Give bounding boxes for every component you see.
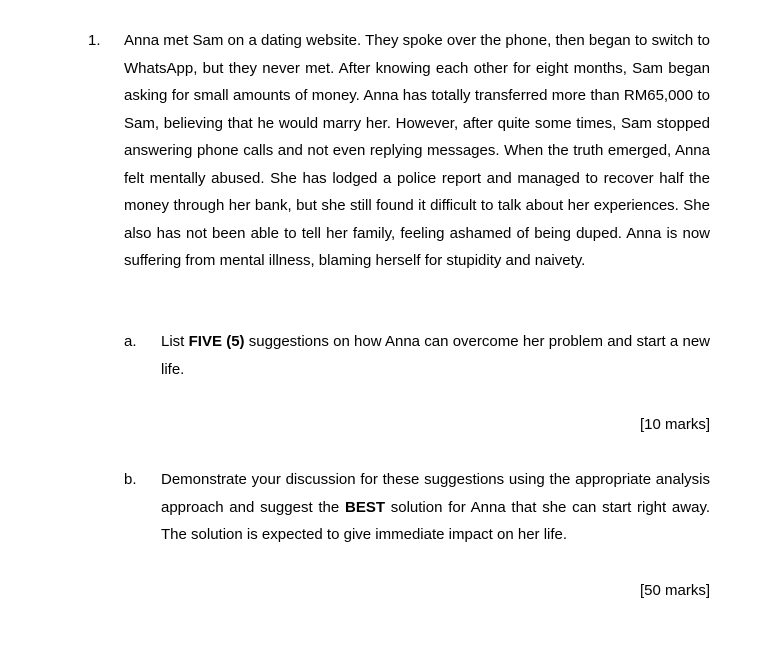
part-a-text-after: suggestions on how Anna can overcome her problem and start a new life. <box>161 333 711 378</box>
question-scenario: Anna met Sam on a dating website. They spoke over the phone, then began to switch to WhatsApp, but they never met. After knowing each other for eight months, Sam began asking for small amounts of money. Anna has totally transferred more than RM65,000 to Sam, believing that he would marry her. However, after quite some times, Sam stopped answering phone calls and not even replying messages. When the truth emerged, Anna felt mentally abused. She has lodged a police report and managed to recover half the money through her bank, but she still found it difficult to talk about her experiences. She also has not been able to tell her family, feeling ashamed of being duped. Anna is now suffering from mental illness, blaming herself for stupidity and naivety. <box>124 32 710 269</box>
part-a-bold: FIVE (5) <box>188 333 245 350</box>
part-b-label: b. <box>124 471 137 488</box>
question-number: 1. <box>88 32 101 49</box>
part-a-marks: [10 marks] <box>639 416 710 433</box>
part-b-text-after: solution for Anna that she can start right away. The solution is expected to give immediate impact on her life. <box>161 498 710 543</box>
part-a-text-before: List <box>161 333 189 350</box>
part-b-text-before: Demonstrate your discussion for these suggestions using the appropriate analysis approach and suggest the <box>161 471 710 516</box>
part-a-label: a. <box>124 333 137 350</box>
part-b-bold: BEST <box>344 498 385 516</box>
part-a-text <box>161 328 710 383</box>
part-b-marks: [50 marks] <box>639 582 710 599</box>
part-b-text <box>161 466 710 549</box>
